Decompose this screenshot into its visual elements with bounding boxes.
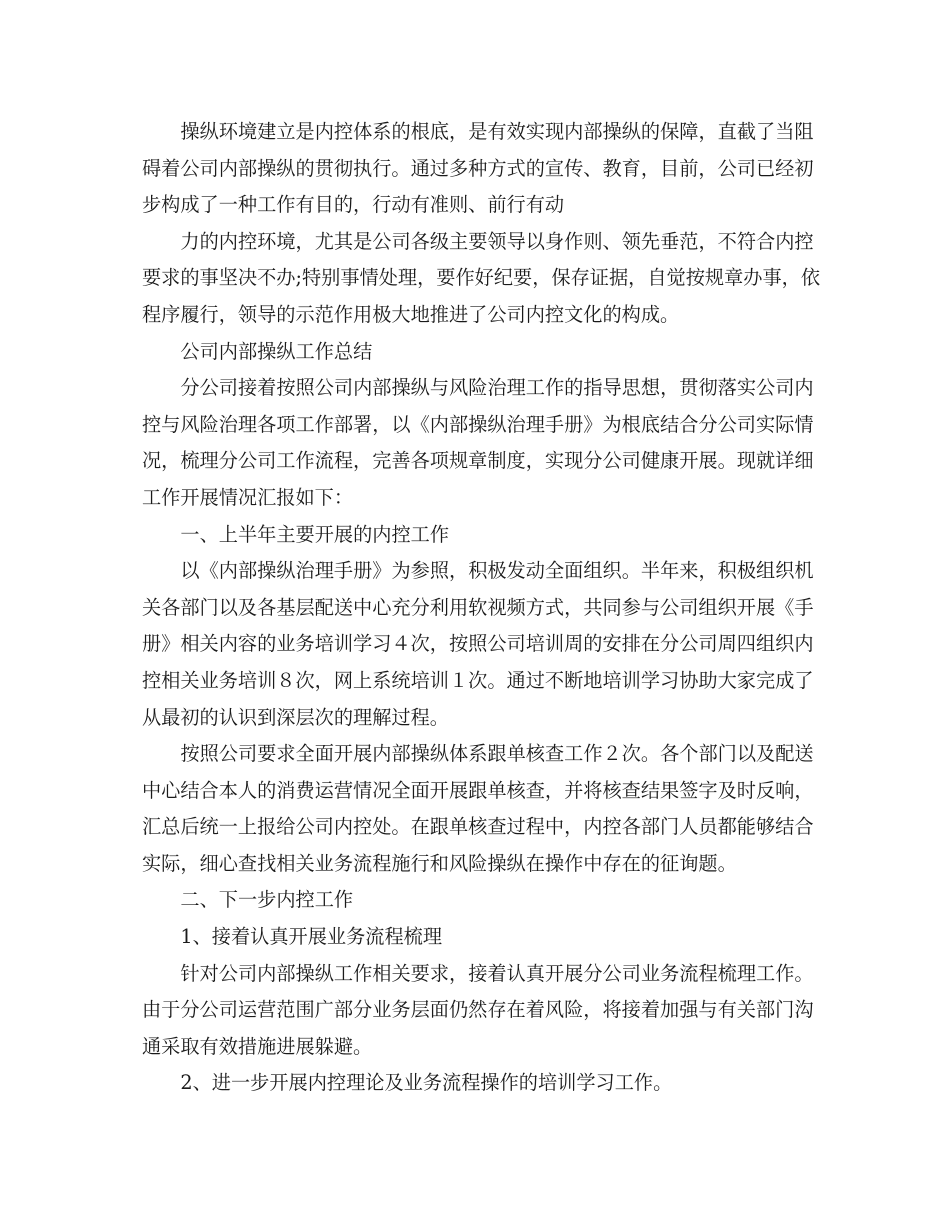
paragraph xyxy=(142,919,810,956)
paragraph xyxy=(142,334,810,371)
paragraph-line: 关各部门以及各基层配送中心充分利用软视频方式，共同参与公司组织开展《手 xyxy=(142,595,814,619)
paragraph-line: 要求的事坚决不办;特别事情处理，要作好纪要，保存证据，自觉按规章办事，依 xyxy=(142,266,821,290)
paragraph-line: 控与风险治理各项工作部署，以《内部操纵治理手册》为根底结合分公司实际情 xyxy=(142,412,814,436)
paragraph-line: 分公司接着按照公司内部操纵与风险治理工作的指导思想，贯彻落实公司内 xyxy=(180,376,814,400)
paragraph-line: 碍着公司内部操纵的贯彻执行。通过多种方式的宣传、教育，目前，公司已经初 xyxy=(142,156,814,180)
paragraph-line: 针对公司内部操纵工作相关要求，接着认真开展分公司业务流程梳理工作。 xyxy=(180,961,814,985)
paragraph xyxy=(142,736,814,882)
paragraph xyxy=(142,370,814,516)
paragraph xyxy=(142,882,810,919)
paragraph-line: 2、进一步开展内控理论及业务流程操作的培训学习工作。 xyxy=(180,1071,673,1095)
paragraph-line: 1、接着认真开展业务流程梳理 xyxy=(180,925,443,949)
paragraph-line: 操纵环境建立是内控体系的根底，是有效实现内部操纵的保障，直截了当阻 xyxy=(180,120,814,143)
paragraph-line: 步构成了一种工作有目的，行动有准则、前行有动 xyxy=(142,193,565,217)
paragraph-line: 力的内控环境，尤其是公司各级主要领导以身作则、领先垂范，不符合内控 xyxy=(180,229,814,253)
document-body xyxy=(142,114,821,1102)
paragraph xyxy=(142,114,814,224)
paragraph-line: 由于分公司运营范围广部分业务层面仍然存在着风险，将接着加强与有关部门沟 xyxy=(142,998,814,1022)
paragraph-line: 汇总后统一上报给公司内控处。在跟单核查过程中，内控各部门人员都能够结合 xyxy=(142,815,814,839)
paragraph-line: 实际，细心查找相关业务流程施行和风险操纵在操作中存在的征询题。 xyxy=(142,851,737,875)
paragraph-line: 以《内部操纵治理手册》为参照，积极发动全面组织。半年来，积极组织机 xyxy=(180,559,814,583)
paragraph-line: 一、上半年主要开展的内控工作 xyxy=(180,522,450,546)
paragraph xyxy=(142,1065,810,1102)
paragraph xyxy=(142,224,821,334)
paragraph xyxy=(142,553,814,736)
paragraph xyxy=(142,956,814,1066)
paragraph-line: 控相关业务培训８次，网上系统培训１次。通过不断地培训学习协助大家完成了 xyxy=(142,668,814,692)
paragraph-line: 程序履行，领导的示范作用极大地推进了公司内控文化的构成。 xyxy=(142,302,680,326)
paragraph-line: 通采取有效措施进展躲避。 xyxy=(142,1034,373,1058)
paragraph xyxy=(142,517,810,554)
paragraph-line: 工作开展情况汇报如下： xyxy=(142,485,354,509)
paragraph-line: 中心结合本人的消费运营情况全面开展跟单核查，并将核查结果签字及时反响， xyxy=(142,778,814,802)
paragraph-line: 况，梳理分公司工作流程，完善各项规章制度，实现分公司健康开展。现就详细 xyxy=(142,449,814,473)
paragraph-line: 册》相关内容的业务培训学习４次，按照公司培训周的安排在分公司周四组织内 xyxy=(142,632,814,656)
paragraph-line: 从最初的认识到深层次的理解过程。 xyxy=(142,705,449,729)
paragraph-line: 公司内部操纵工作总结 xyxy=(180,339,373,363)
paragraph-line: 按照公司要求全面开展内部操纵体系跟单核查工作２次。各个部门以及配送 xyxy=(180,742,814,766)
paragraph-line: 二、下一步内控工作 xyxy=(180,888,354,912)
